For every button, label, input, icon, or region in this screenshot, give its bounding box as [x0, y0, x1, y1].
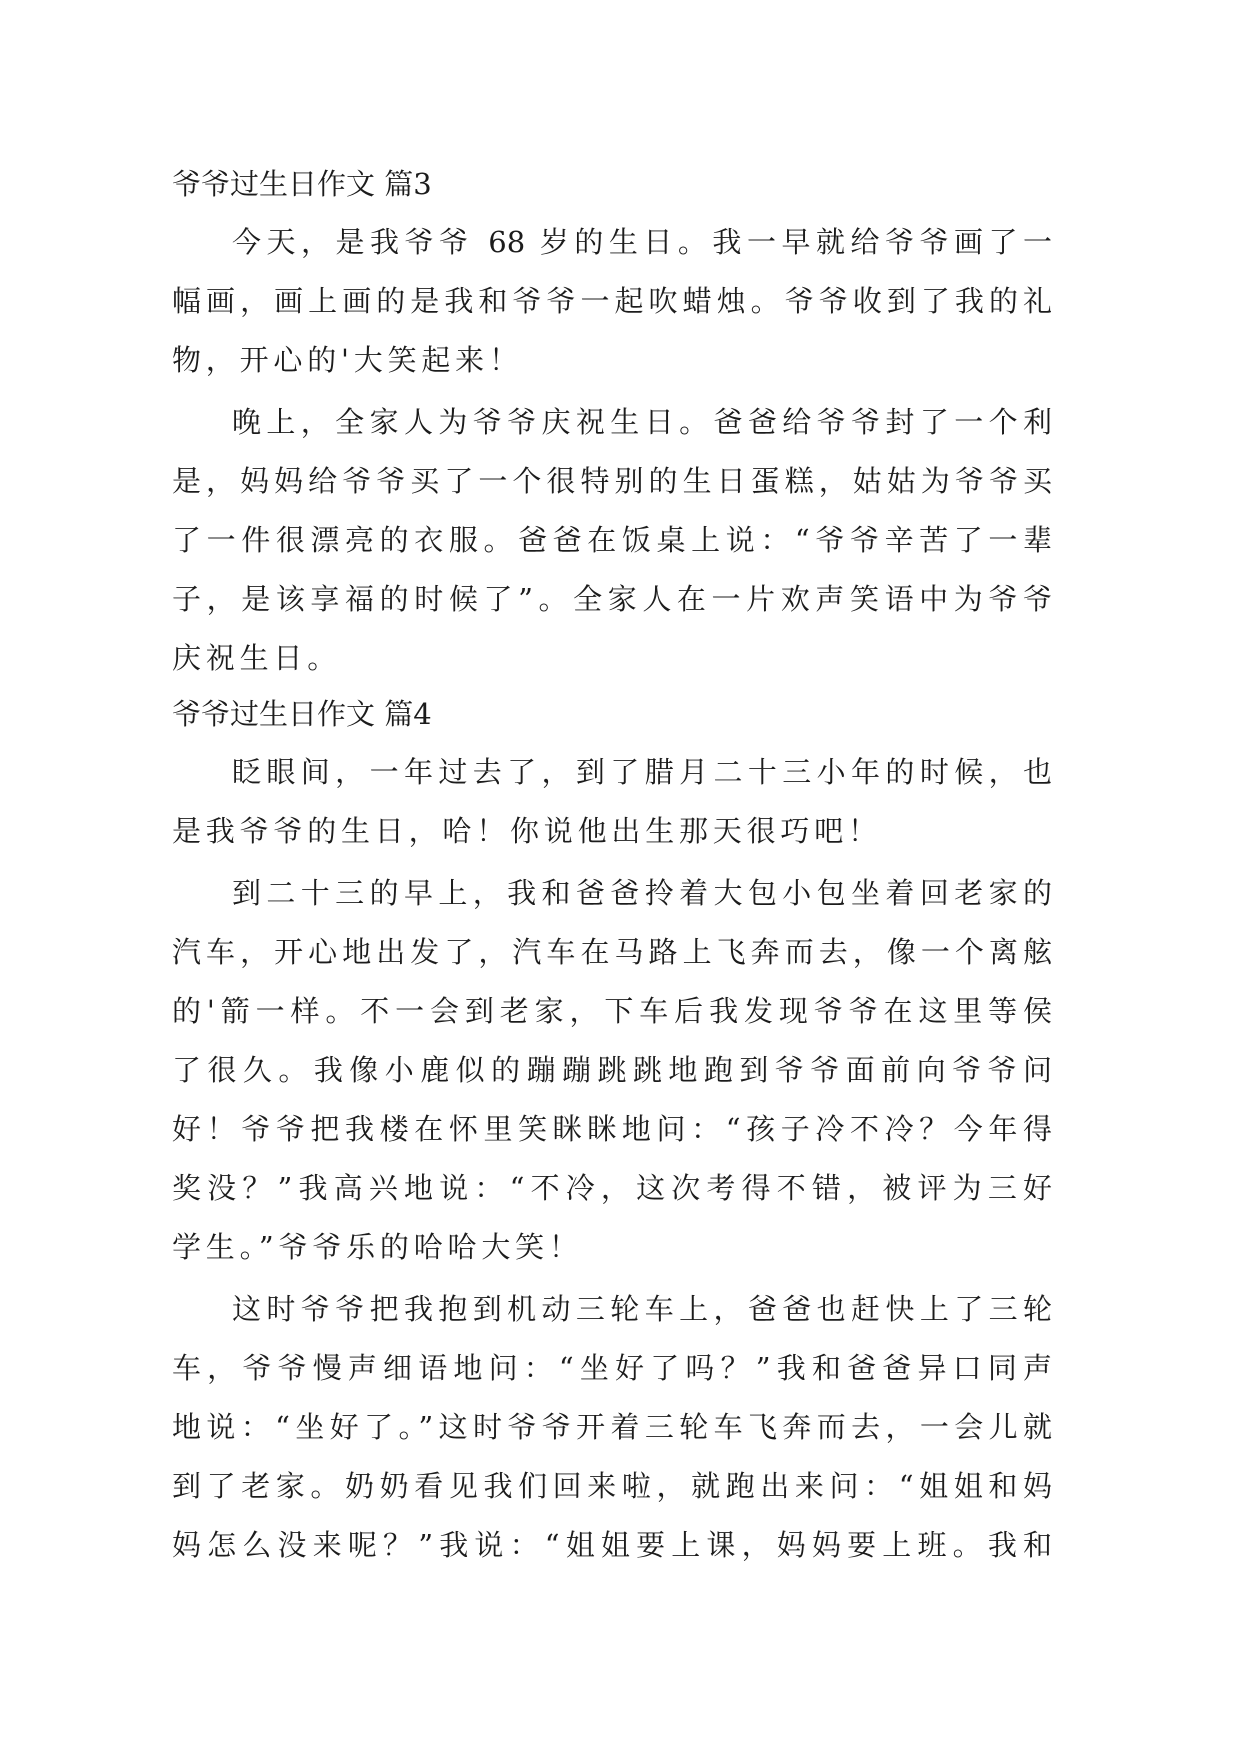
- text-line: 了很久。我像小鹿似的蹦蹦跳跳地跑到爷爷面前向爷爷问: [172, 1053, 1052, 1087]
- text-line: 眨眼间，一年过去了，到了腊月二十三小年的时候，也: [232, 755, 1052, 789]
- essay-section-3: [172, 156, 1052, 688]
- essay-section-4: [172, 686, 1052, 1575]
- text-line: 好！爷爷把我楼在怀里笑眯眯地问：“孩子冷不冷？今年得: [172, 1112, 1052, 1146]
- text-line: 晚上，全家人为爷爷庆祝生日。爸爸给爷爷封了一个利: [232, 405, 1052, 439]
- text-line: 学生。”爷爷乐的哈哈大笑！: [172, 1230, 583, 1264]
- paragraph: [172, 393, 1052, 688]
- text-line: 到二十三的早上，我和爸爸拎着大包小包坐着回老家的: [232, 876, 1052, 910]
- paragraph: [172, 743, 1052, 861]
- text-line: 庆祝生日。: [172, 641, 342, 675]
- text-line: 到了老家。奶奶看见我们回来啦，就跑出来问：“姐姐和妈: [172, 1469, 1052, 1503]
- paragraph: [172, 864, 1052, 1277]
- paragraph: [172, 1280, 1052, 1575]
- text-line: 车，爷爷慢声细语地问：“坐好了吗？”我和爸爸异口同声: [172, 1351, 1052, 1385]
- text-line: 汽车，开心地出发了，汽车在马路上飞奔而去，像一个离舷: [172, 935, 1052, 969]
- paragraph: [172, 213, 1052, 390]
- text-line: 是我爷爷的生日，哈！你说他出生那天很巧吧！: [172, 814, 882, 848]
- text-line: 了一件很漂亮的衣服。爸爸在饭桌上说：“爷爷辛苦了一辈: [172, 523, 1052, 557]
- text-line: 这时爷爷把我抱到机动三轮车上，爸爸也赶快上了三轮: [232, 1292, 1052, 1326]
- text-line: 地说：“坐好了。”这时爷爷开着三轮车飞奔而去，一会儿就: [172, 1410, 1052, 1444]
- text-line: 奖没？”我高兴地说：“不冷，这次考得不错，被评为三好: [172, 1171, 1052, 1205]
- text-line: 今天，是我爷爷 68 岁的生日。我一早就给爷爷画了一: [232, 225, 1052, 259]
- section-heading: 爷爷过生日作文 篇3: [172, 167, 432, 201]
- text-line: 妈怎么没来呢？”我说：“姐姐要上课，妈妈要上班。我和: [172, 1528, 1052, 1562]
- text-line: 是，妈妈给爷爷买了一个很特别的生日蛋糕，姑姑为爷爷买: [172, 464, 1052, 498]
- section-heading: 爷爷过生日作文 篇4: [172, 697, 432, 731]
- text-line: 物，开心的'大笑起来！: [172, 343, 523, 377]
- text-line: 幅画，画上画的是我和爷爷一起吹蜡烛。爷爷收到了我的礼: [172, 284, 1052, 318]
- text-line: 的'箭一样。不一会到老家，下车后我发现爷爷在这里等侯: [172, 994, 1052, 1028]
- text-line: 子，是该享福的时候了”。全家人在一片欢声笑语中为爷爷: [172, 582, 1052, 616]
- document-body: [172, 156, 1052, 1575]
